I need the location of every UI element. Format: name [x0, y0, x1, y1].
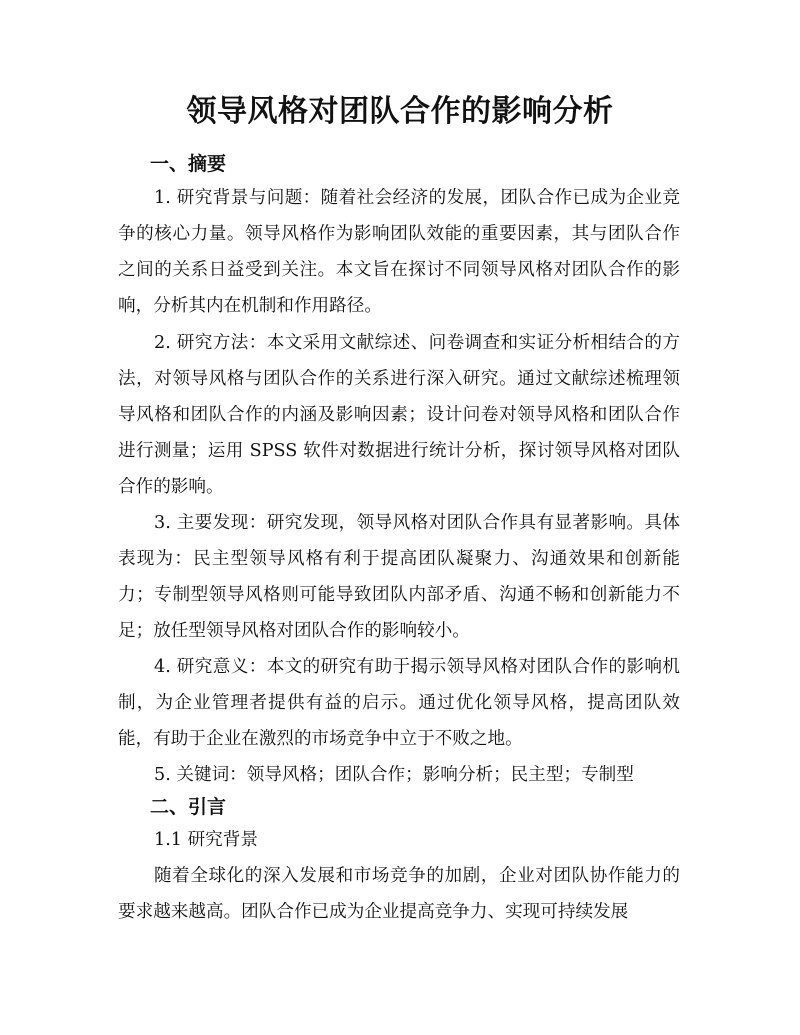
- abstract-paragraph-methods: 2. 研究方法：本文采用文献综述、问卷调查和实证分析相结合的方法，对领导风格与团队合作的关系进行深入研究。通过文献综述梳理领导风格和团队合作的内涵及影响因素；设计问卷对领导风格和团队合作进行测量；运用 SPSS 软件对数据进行统计分析，探讨领导风格对团队合作的影响。: [118, 333, 680, 497]
- abstract-paragraph-findings: 3. 主要发现：研究发现，领导风格对团队合作具有显著影响。具体表现为：民主型领导风格有利于提高团队凝聚力、沟通效果和创新能力；专制型领导风格则可能导致团队内部矛盾、沟通不畅和创新能力不足；放任型领导风格对团队合作的影响较小。: [118, 513, 680, 641]
- section-heading-introduction: 二、引言: [150, 796, 227, 818]
- section-heading-abstract: 一、摘要: [150, 153, 227, 175]
- introduction-paragraph: 随着全球化的深入发展和市场竞争的加剧，企业对团队协作能力的要求越来越高。团队合作已成为企业提高竞争力、实现可持续发展: [118, 866, 680, 922]
- abstract-paragraph-keywords: 5. 关键词：领导风格；团队合作；影响分析；民主型；专制型: [154, 765, 634, 785]
- abstract-paragraph-background: 1. 研究背景与问题：随着社会经济的发展，团队合作已成为企业竞争的核心力量。领导风格作为影响团队效能的重要因素，其与团队合作之间的关系日益受到关注。本文旨在探讨不同领导风格对团队合作的影响，分析其内在机制和作用路径。: [118, 188, 680, 316]
- document-title: 领导风格对团队合作的影响分析: [186, 94, 614, 129]
- abstract-paragraph-significance: 4. 研究意义：本文的研究有助于揭示领导风格对团队合作的影响机制，为企业管理者提供有益的启示。通过优化领导风格，提高团队效能，有助于企业在激烈的市场竞争中立于不败之地。: [118, 657, 680, 749]
- subsection-heading-background: 1.1 研究背景: [154, 830, 258, 850]
